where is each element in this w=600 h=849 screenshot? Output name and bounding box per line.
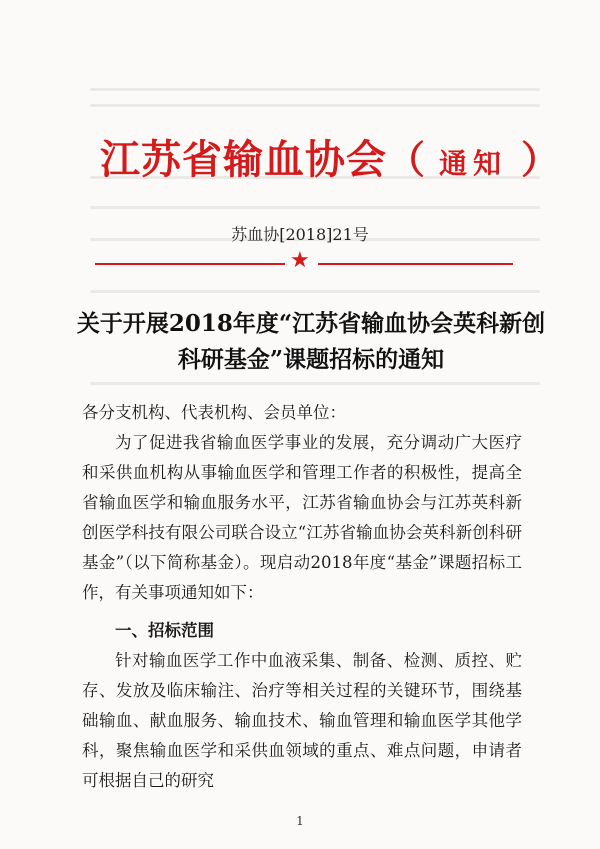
letterhead <box>100 128 559 185</box>
page-number: 1 <box>296 814 304 828</box>
bleed-through-line <box>90 104 540 107</box>
notice-body <box>82 398 522 796</box>
bleed-through-line <box>90 88 540 91</box>
bleed-through-line <box>90 382 540 385</box>
red-divider-left <box>95 263 285 265</box>
star-icon: ★ <box>290 248 310 273</box>
paren-close: ） <box>521 137 560 182</box>
notice-title: 关于开展2018年度“江苏省输血协会英科新创科研基金”课题招标的通知 <box>76 310 546 373</box>
intro-paragraph: 为了促进我省输血医学事业的发展，充分调动广大医疗和采供血机构从事输血医学和管理工作者的积极性，提高全省输血医学和输血服务水平，江苏省输血协会与江苏英科新创医学科技有限公司联合设立“江苏省输血协会英科新创科研基金”（以下简称基金）。现启动2018年度“基金”课题招标工作，有关事项通知如下： <box>82 433 522 602</box>
salutation: 各分支机构、代表机构、会员单位： <box>82 403 346 422</box>
document-type: 通知 <box>439 147 508 180</box>
paren-open: （ <box>387 137 426 182</box>
document-number: 苏血协[2018]21号 <box>231 225 369 244</box>
bleed-through-line <box>90 206 540 209</box>
section-heading: 一、招标范围 <box>115 621 214 640</box>
org-name: 江苏省输血协会 <box>100 136 387 183</box>
section-paragraph: 针对输血医学工作中血液采集、制备、检测、质控、贮存、发放及临床输注、治疗等相关过程的关键环节，围绕基础输血、献血服务、输血技术、输血管理和输血医学其他学科，聚焦输血医学和采供血领域的重点、难点问题，申请者可根据自己的研究 <box>82 651 522 790</box>
bleed-through-line <box>90 290 540 293</box>
red-divider-right <box>318 263 513 265</box>
